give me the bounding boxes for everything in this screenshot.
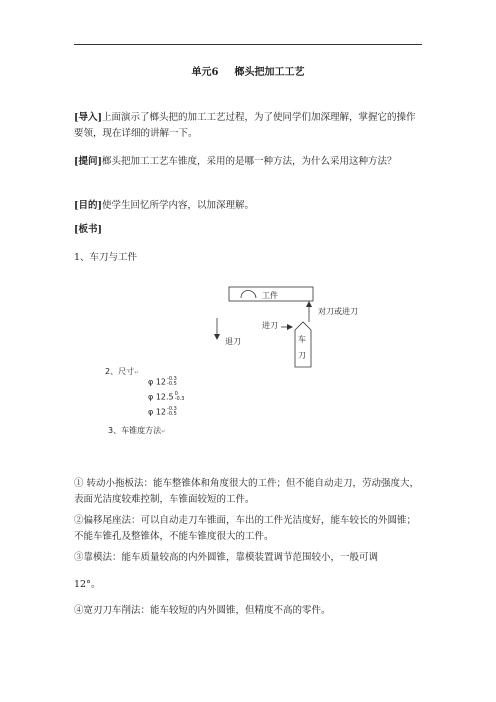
- dimension-upper: -0.3: [167, 376, 177, 382]
- dimension-row: [148, 377, 177, 387]
- unit-number: 单元6: [191, 67, 219, 78]
- purpose-text: 使学生回忆所学内容，以加深理解。: [102, 200, 255, 211]
- workpiece-label: 工件: [262, 291, 278, 300]
- purpose-tag: [目的]: [74, 200, 102, 211]
- intro-text: 上面演示了榔头把的加工工艺过程，为了使同学们加深理解，掌握它的操作要领，现在详细的讲解一下。: [74, 112, 416, 139]
- section3-heading: [108, 425, 166, 436]
- tool-setting-arrowhead: [306, 301, 312, 307]
- section1-heading: 1、车刀与工件: [74, 252, 138, 263]
- method-1: ① 转动小拖板法：能车整锥体和角度很大的工件；但不能自动走刀，劳动强度大，表面光洁度较难控制，车锥面较短的工件。: [74, 478, 420, 505]
- dimension-upper: 0: [174, 391, 178, 397]
- phi-symbol: φ: [148, 377, 154, 387]
- phi-symbol: φ: [148, 407, 154, 417]
- return-mark: ↵: [134, 369, 140, 376]
- tool-char-2: 刀: [298, 351, 306, 360]
- retract-label: 退刀: [225, 337, 241, 346]
- tool-char-1: 车: [298, 335, 306, 344]
- dimension-base: 12: [155, 377, 167, 387]
- section2-text: 2、尺寸: [105, 367, 135, 376]
- dimension-upper: -0.3: [167, 406, 177, 412]
- question-text: 榔头把加工工艺车锥度，采用的是哪一种方法，为什么采用这种方法？: [102, 156, 397, 167]
- feed-label: 进刀: [262, 321, 278, 330]
- method-3-angle: 12°。: [74, 579, 101, 590]
- board-heading: [板书]: [74, 224, 102, 235]
- dimension-lower: -0.3: [174, 396, 185, 402]
- section3-text: 3、车锥度方法: [108, 426, 162, 435]
- workpiece-chuck: [241, 291, 256, 299]
- section2-heading: [105, 366, 139, 377]
- unit-name: 榔头把加工工艺: [234, 67, 305, 78]
- method-4: ④宽刃刀车削法：能车较短的内外圆锥，但精度不高的零件。: [74, 605, 331, 616]
- method-2: ②偏移尾座法：可以自动走刀车锥面，车出的工件光洁度好，能车较长的外圆锥；不能车锥孔及整锥体，不能车锥度很大的工件。: [74, 515, 417, 542]
- retract-arrowhead: [214, 334, 220, 340]
- intro-tag: [导入]: [74, 112, 102, 123]
- cutting-tool: [295, 322, 311, 367]
- return-mark: ↵: [161, 428, 167, 435]
- dimension-lower: -0.5: [167, 381, 177, 387]
- tool-setting-label: 对刀或进刀: [318, 307, 358, 316]
- dimension-base: 12: [155, 407, 167, 417]
- dimension-base: 12.5: [155, 392, 174, 402]
- dimension-lower: -0.5: [167, 411, 177, 417]
- phi-symbol: φ: [148, 392, 154, 402]
- feed-arrowhead: [287, 324, 293, 330]
- dimension-row: [148, 392, 184, 402]
- dimension-row: [148, 407, 177, 417]
- method-3: ③靠模法：能车质量较高的内外圆锥，靠模装置调节范围较小，一般可调: [74, 552, 379, 563]
- question-tag: [提问]: [74, 156, 102, 167]
